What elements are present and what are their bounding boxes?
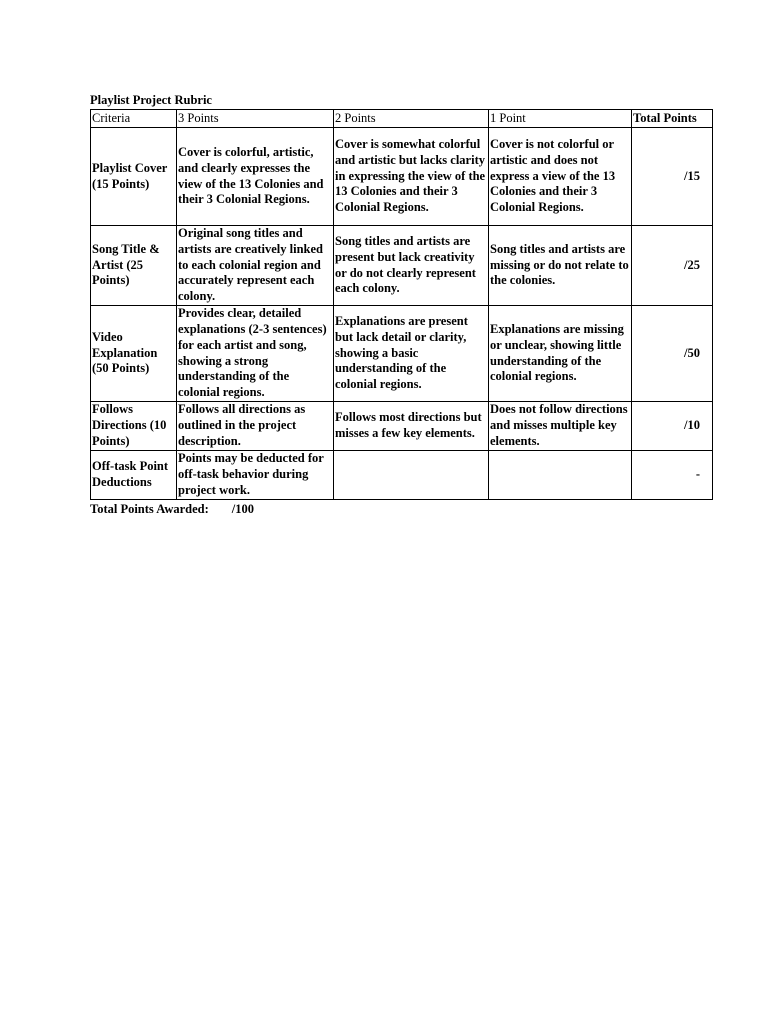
cell-1-point: Cover is not colorful or artistic and does not express a view of the 13 Colonies and their 3 Colonial Regions.	[489, 128, 632, 226]
cell-3-points: Original song titles and artists are creatively linked to each colonial region and accurately represent each colony.	[177, 226, 334, 306]
cell-total-points: -	[632, 451, 713, 500]
header-criteria: Criteria	[91, 110, 177, 128]
total-points-value: /100	[231, 502, 254, 516]
header-total-points: Total Points	[632, 110, 713, 128]
cell-1-point: Explanations are missing or unclear, showing little understanding of the colonial regions.	[489, 306, 632, 402]
table-row	[91, 402, 713, 451]
header-3-points: 3 Points	[177, 110, 334, 128]
cell-1-point: Does not follow directions and misses multiple key elements.	[489, 402, 632, 451]
table-row	[91, 128, 713, 226]
cell-criteria: Follows Directions (10 Points)	[91, 402, 177, 451]
cell-total-points: /50	[632, 306, 713, 402]
cell-total-points: /15	[632, 128, 713, 226]
cell-total-points: /25	[632, 226, 713, 306]
rubric-table	[90, 109, 713, 500]
cell-3-points: Follows all directions as outlined in the project description.	[177, 402, 334, 451]
table-row	[91, 451, 713, 500]
cell-2-points: Explanations are present but lack detail or clarity, showing a basic understanding of the colonial regions.	[334, 306, 489, 402]
cell-criteria: Video Explanation (50 Points)	[91, 306, 177, 402]
cell-2-points: Follows most directions but misses a few key elements.	[334, 402, 489, 451]
total-points-awarded	[90, 501, 712, 517]
total-points-label: Total Points Awarded:	[90, 502, 209, 516]
cell-2-points: Song titles and artists are present but lack creativity or do not clearly represent each colony.	[334, 226, 489, 306]
cell-criteria: Playlist Cover (15 Points)	[91, 128, 177, 226]
cell-3-points: Provides clear, detailed explanations (2-3 sentences) for each artist and song, showing a strong understanding of the colonial regions.	[177, 306, 334, 402]
cell-criteria: Off-task Point Deductions	[91, 451, 177, 500]
cell-criteria: Song Title & Artist (25 Points)	[91, 226, 177, 306]
cell-1-point	[489, 451, 632, 500]
cell-2-points: Cover is somewhat colorful and artistic but lacks clarity in expressing the view of the 13 Colonies and their 3 Colonial Regions.	[334, 128, 489, 226]
document-page	[90, 93, 712, 517]
header-2-points: 2 Points	[334, 110, 489, 128]
cell-3-points: Cover is colorful, artistic, and clearly expresses the view of the 13 Colonies and their 3 Colonial Regions.	[177, 128, 334, 226]
table-row	[91, 306, 713, 402]
table-row	[91, 226, 713, 306]
document-title: Playlist Project Rubric	[90, 93, 212, 107]
table-header-row	[91, 110, 713, 128]
cell-3-points: Points may be deducted for off-task behavior during project work.	[177, 451, 334, 500]
cell-1-point: Song titles and artists are missing or do not relate to the colonies.	[489, 226, 632, 306]
cell-2-points	[334, 451, 489, 500]
cell-total-points: /10	[632, 402, 713, 451]
header-1-point: 1 Point	[489, 110, 632, 128]
